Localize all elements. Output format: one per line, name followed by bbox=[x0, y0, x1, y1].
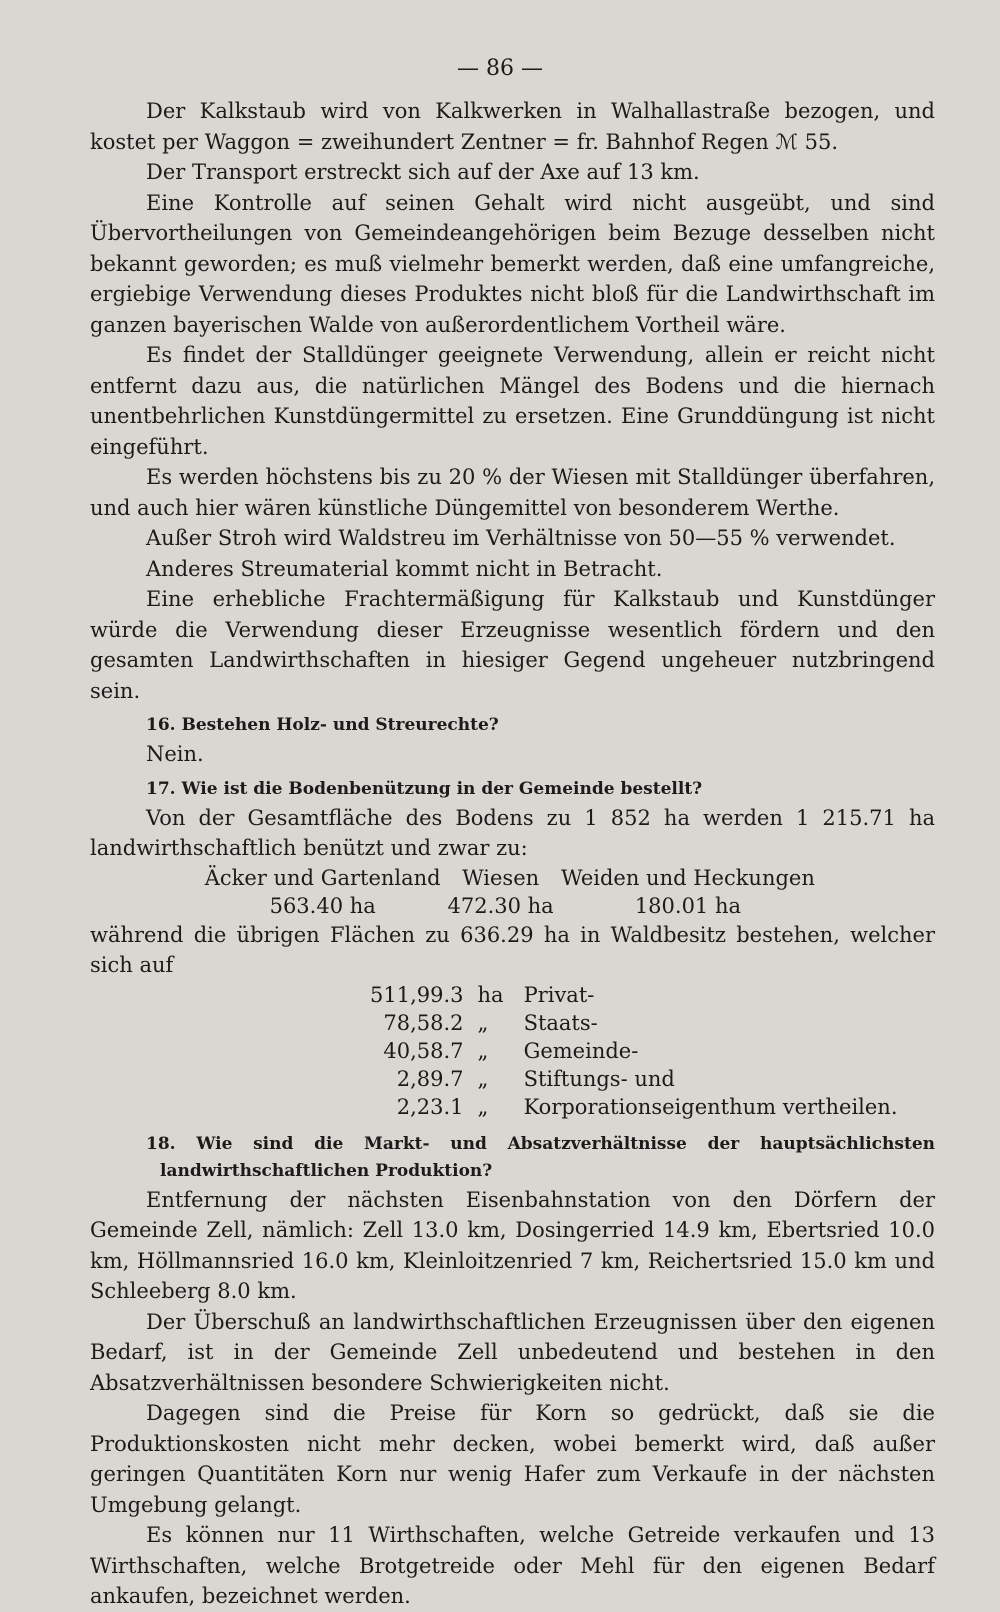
question-17: 17. Wie ist die Bodenbenützung in der Gemeinde bestellt? bbox=[146, 778, 703, 799]
table-cell: 180.01 ha bbox=[634, 893, 742, 918]
paragraph: Der Transport erstreckt sich auf der Axe auf 13 km. bbox=[146, 160, 700, 184]
paragraph: Eine Kontrolle auf seinen Gehalt wird nicht ausgeübt, und sind Übervortheilungen von Gemeindeangehörigen beim Bezuge desselben nicht bekannt geworden; es muß vielmehr bemerkt werden, daß eine umfangreiche, ergiebige Verwendung dieses Produktes nicht bloß für die Landwirthschaft im ganzen bayerischen Walde von außerordentlichem Vortheil wäre. bbox=[90, 190, 935, 337]
paragraph: Der Kalkstaub wird von Kalkwerken in Walhallastraße bezogen, und kostet per Waggon = zweihundert Zentner = fr. Bahnhof Regen ℳ 55. bbox=[90, 99, 935, 154]
table-row bbox=[370, 981, 898, 1009]
table-cell: „ bbox=[477, 1066, 489, 1091]
table-cell: Privat- bbox=[523, 982, 595, 1007]
table-row bbox=[370, 1009, 898, 1037]
table-cell: „ bbox=[477, 1010, 489, 1035]
answer-16: Nein. bbox=[146, 742, 204, 766]
paragraph: Entfernung der nächsten Eisenbahnstation von den Dörfern der Gemeinde Zell, nämlich: Zell 13.0 km, Dosingerried 14.9 km, Ebertsried 10.0 km, Höllmannsried 16.0 km, Kleinloitzenried 7 km, Reichertsried 15.0 km und Schleeberg 8.0 km. bbox=[90, 1187, 935, 1303]
table-cell: „ bbox=[477, 1038, 489, 1063]
table-cell: 511,99.3 bbox=[370, 982, 464, 1007]
question-16: 16. Bestehen Holz- und Streurechte? bbox=[146, 715, 499, 735]
paragraph: Der Überschuß an landwirthschaftlichen Erzeugnissen über den eigenen Bedarf, ist in der Gemeinde Zell unbedeutend und bestehen in den Absatzverhältnissen besondere Schwierigkeiten nicht. bbox=[90, 1309, 935, 1395]
table-cell: 2,23.1 bbox=[396, 1094, 464, 1119]
table-header: Äcker und Gartenland bbox=[204, 865, 441, 890]
table-cell: Korporationseigenthum vertheilen. bbox=[523, 1094, 898, 1119]
paragraph: Anderes Streumaterial kommt nicht in Betracht. bbox=[146, 556, 663, 581]
table-header: Weiden und Heckungen bbox=[560, 865, 815, 890]
table-cell: Staats- bbox=[523, 1010, 598, 1035]
table-cell: 40,58.7 bbox=[383, 1038, 464, 1063]
table-cell: „ bbox=[477, 1094, 489, 1119]
table-row bbox=[370, 1093, 898, 1121]
table-row bbox=[370, 1037, 898, 1065]
paragraph: Von der Gesamtfläche des Bodens zu 1 852 ha werden 1 215.71 ha landwirthschaftlich benützt und zwar zu: bbox=[90, 805, 935, 860]
paragraph: während die übrigen Flächen zu 636.29 ha in Waldbesitz bestehen, welcher sich auf bbox=[90, 922, 935, 977]
paragraph: Eine erhebliche Frachtermäßigung für Kalkstaub und Kunstdünger würde die Verwendung dieser Erzeugnisse wesentlich fördern und den gesamten Landwirthschaften in hiesiger Gegend ungeheuer nutzbringend sein. bbox=[90, 587, 935, 703]
table-cell: 2,89.7 bbox=[396, 1066, 464, 1091]
table-row bbox=[200, 892, 820, 920]
table-header: Wiesen bbox=[462, 865, 540, 890]
body-text bbox=[90, 96, 935, 1612]
paragraph: Es findet der Stalldünger geeignete Verwendung, allein er reicht nicht entfernt dazu aus, die natürlichen Mängel des Bodens und die hiernach unentbehrlichen Kunstdüngermittel zu ersetzen. Eine Grunddüngung ist nicht eingeführt. bbox=[90, 343, 935, 459]
question-18: 18. Wie sind die Markt- und Absatzverhältnisse der hauptsächlichsten landwirthschaftlichen Produktion? bbox=[146, 1133, 935, 1181]
ownership-table bbox=[370, 981, 898, 1121]
table-cell: ha bbox=[477, 982, 504, 1007]
table-cell: Stiftungs- und bbox=[523, 1066, 675, 1091]
paragraph: Es werden höchstens bis zu 20 % der Wiesen mit Stalldünger überfahren, und auch hier wären künstliche Düngemittel von besonderem Werthe. bbox=[90, 465, 935, 520]
paragraph: Es können nur 11 Wirthschaften, welche Getreide verkaufen und 13 Wirthschaften, welche Brotgetreide oder Mehl für den eigenen Bedarf ankaufen, bezeichnet werden. bbox=[90, 1523, 935, 1608]
table-cell: Gemeinde- bbox=[523, 1038, 639, 1063]
table-cell: 472.30 ha bbox=[447, 893, 554, 918]
table-header-row bbox=[200, 864, 820, 892]
land-use-table bbox=[200, 864, 820, 920]
table-cell: 563.40 ha bbox=[269, 893, 376, 918]
table-row bbox=[370, 1065, 898, 1093]
paragraph: Außer Stroh wird Waldstreu im Verhältnisse von 50—55 % verwendet. bbox=[146, 526, 896, 550]
table-cell: 78,58.2 bbox=[383, 1010, 464, 1035]
paragraph: Dagegen sind die Preise für Korn so gedrückt, daß sie die Produktionskosten nicht mehr decken, wobei bemerkt wird, daß außer geringen Quantitäten Korn nur wenig Hafer zum Verkaufe in der nächsten Umgebung gelangt. bbox=[90, 1401, 935, 1517]
page-number: — 86 — bbox=[457, 56, 543, 81]
